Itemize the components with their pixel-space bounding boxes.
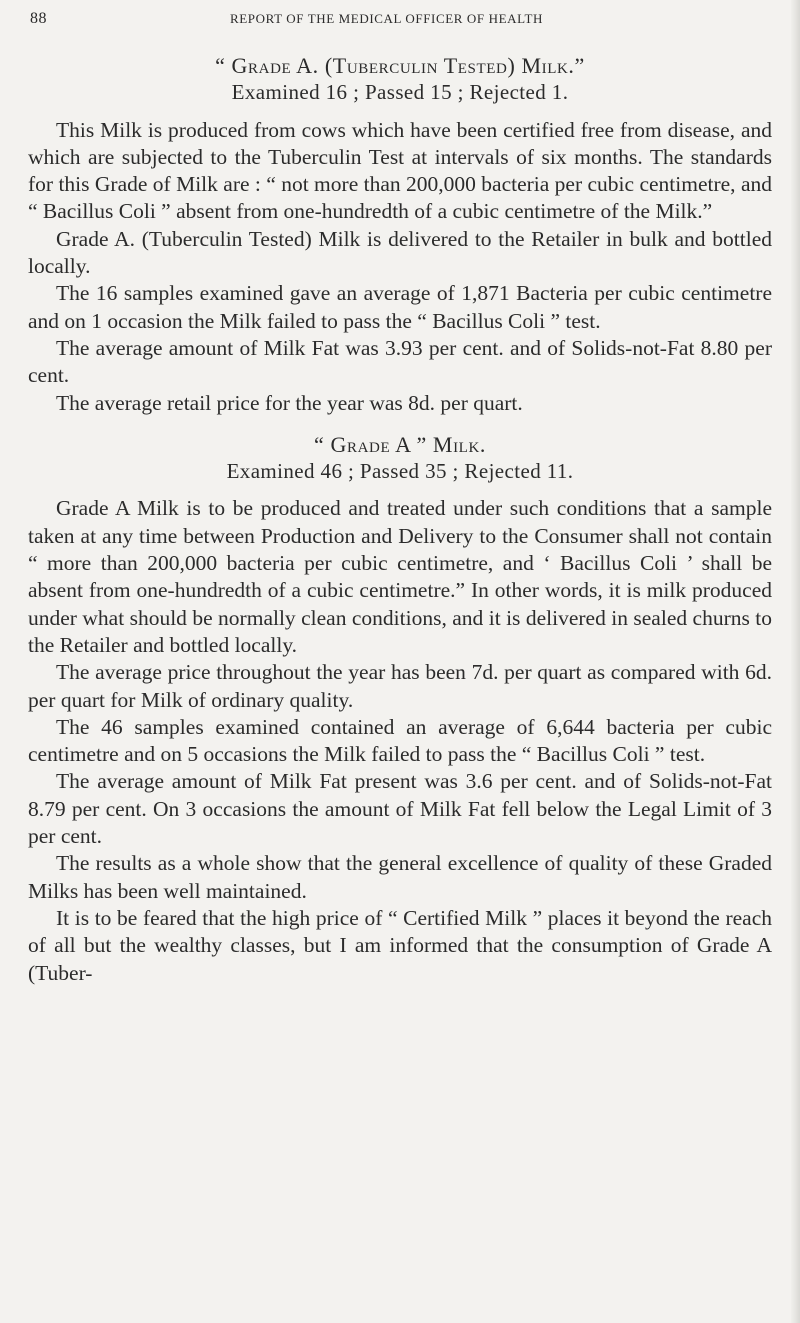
paragraph: It is to be feared that the high price of “ Certified Milk ” places it beyond the reach of all but the wealthy classes, but I am informed that the consumption of Grade A (Tuber- [28,905,772,985]
body-text [28,52,772,987]
paragraph: This Milk is produced from cows which have been certified free from disease, and which are subjected to the Tuberculin Test at intervals of six months. The standards for this Grade of Milk are : “ not more than 200,000 bacteria per cubic centimetre, and “ Bacillus Coli ” absent from one-hundredth of a cubic centimetre of the Milk.” [28,117,772,224]
sample-counts-grade-a-tt: Examined 16 ; Passed 15 ; Rejected 1. [231,80,569,105]
paragraph: Grade A Milk is to be produced and treated under such conditions that a sample taken at any time between Production and Delivery to the Consumer shall not contain “ more than 200,000 bacteria per cubic centimetre, and ‘ Bacillus Coli ’ shall be absent from one-hundredth of a cubic centimetre.” In other words, it is milk produced under what should be normally clean conditions, and it is delivered in sealed churns to the Retailer and bottled locally. [28,496,772,657]
page-header [30,10,770,32]
paragraph: The 16 samples examined gave an average of 1,871 Bacteria per cubic centimetre and on 1 occasion the Milk failed to pass the “ Bacillus Coli ” test. [28,281,772,333]
paragraph: Grade A. (Tuberculin Tested) Milk is delivered to the Retailer in bulk and bottled locally. [28,226,772,279]
sample-counts-grade-a: Examined 46 ; Passed 35 ; Rejected 11. [226,459,574,484]
paragraph: The 46 samples examined contained an average of 6,644 bacteria per cubic centimetre and on 5 occasions the Milk failed to pass the “ Bacillus Coli ” test. [28,714,772,767]
section-heading-grade-a: “ Grade A ” Milk. [314,431,486,457]
paragraph: The results as a whole show that the general excellence of quality of these Graded Milks has been well maintained. [28,851,772,903]
page-number: 88 [30,10,47,27]
paragraph: The average retail price for the year was 8d. per quart. [56,390,523,415]
running-head: REPORT OF THE MEDICAL OFFICER OF HEALTH [230,11,543,26]
section-heading-grade-a-tt: “ Grade A. (Tuberculin Tested) Milk.” [215,53,585,78]
page-edge [791,0,800,1323]
paragraph: The average price throughout the year has been 7d. per quart as compared with 6d. per quart for Milk of ordinary quality. [28,660,772,712]
paragraph: The average amount of Milk Fat present was 3.6 per cent. and of Solids-not-Fat 8.79 per cent. On 3 occasions the amount of Milk Fat fell below the Legal Limit of 3 per cent. [28,769,772,849]
paragraph: The average amount of Milk Fat was 3.93 per cent. and of Solids-not-Fat 8.80 per cent. [28,335,772,388]
